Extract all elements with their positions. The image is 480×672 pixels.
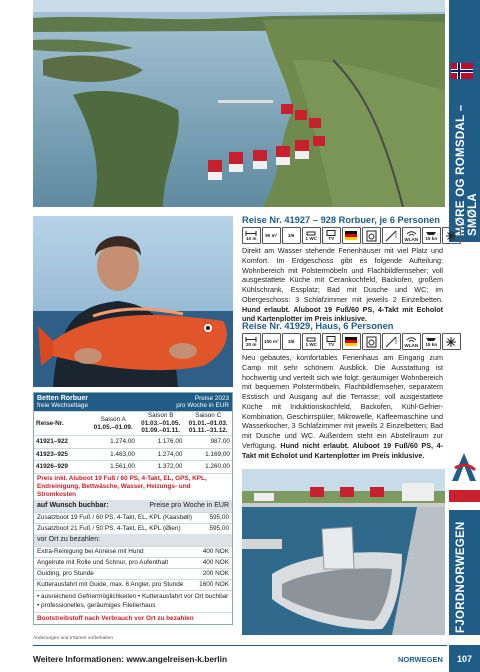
fishing-icon	[382, 333, 401, 350]
table-year: Preise 2023	[194, 395, 229, 402]
page-number: 107	[449, 645, 480, 672]
onsite-item: Kutterausfahrt mit Guide, max. 6 Angler, pro Stunde 1600 NOK	[34, 579, 232, 590]
distance-icon: 20 m	[242, 333, 261, 350]
brand-stripe	[449, 490, 480, 502]
wifi-icon: WLAN	[402, 333, 421, 350]
included-note: Preis inkl. Aluboot 19 Fuß / 60 PS, 4-Takt, EL, GPS, KPL, Endreinigung, Bettwäsche, Wasser, Heizungs- und Stromkosten	[34, 473, 232, 501]
area-icon: 100 m²	[262, 333, 281, 350]
col-saison-b: Saison B 01.03.–01.05. 01.09.–01.11.	[141, 412, 181, 435]
area-icon: 90 m²	[262, 227, 281, 244]
bookable-item: Zusatzboot 19 Fuß / 60 PS, 4-Takt, EL, KPL (Kaasbøll) 595,00	[34, 512, 232, 523]
brand-logo-icon	[451, 452, 477, 482]
listing-2-heading: Reise Nr. 41929, Haus, 6 Personen	[242, 321, 394, 331]
table-column-headers	[34, 411, 232, 435]
listing-1-heading: Reise Nr. 41927 – 928 Rorbuer, je 6 Personen	[242, 215, 440, 225]
boat-icon: 15 kn	[422, 227, 441, 244]
region-label: MØRE OG ROMSDAL – SMØLA	[455, 104, 479, 236]
listing-2-description: Neu gebautes, komfortables Ferienhaus am Eingang zum Camp mit sehr schönem Ausblick. Die Ausstattung ist hochwertig und verteilt sich wie folgt: geräumiger Wohnbereich mit bequemen Polstermöbeln, Flachbildfernseher, separatem Esstisch und Ausgang auf die Terrasse; voll ausgestattete Küche mit Induktionskochfeld, Backofen, Kühl-Gefrier-Kombination, Geschirrspüler, Mikrowelle, Kaffeemaschine und Wasserkocher, 3 Schlafzimmer mit jeweils 2 Einzelbetten; Bad mit Dusche und WC. Außerdem steht ein Abstellraum zur Verfügung. Hund nicht erlaubt. Aluboot 19 Fuß/60 PS, 4-Takt mit Echolot und Kartenplotter im Preis inklusive.	[242, 353, 443, 460]
onsite-item: Angelrute mit Rolle und Schnur, pro Aufenthalt 400 NOK	[34, 557, 232, 568]
listing-1-description: Direkt am Wasser stehende Ferienhäuser mit viel Platz und Komfort. Im Erdgeschoss gibt es folgende Aufteilung: Wohnbereich mit Polstermöbeln und Flachbildfernseher; voll ausgestattete Küche mit Cerankochfeld, Backofen, großem Kühlschrank, Essplatz; Bad mit Dusche und WC; im Obergeschoss: 3 Schlafzimmer mit jeweils 2 Einzelbetten. Hund erlaubt. Aluboot 19 Fuß/60 PS, 4-Takt mit Echolot und Kartenplotter im Preis inklusive.	[242, 246, 443, 324]
onsite-item: Guiding, pro Stunde 200 NOK	[34, 568, 232, 579]
bookable-item: Zusatzboot 21 Fuß / 50 PS, 4-Takt, EL, KPL (Øien) 595,00	[34, 523, 232, 534]
aerial-photo	[33, 0, 445, 207]
listing-1-icons	[242, 227, 461, 244]
table-title: Betten Rorbuer	[37, 395, 88, 402]
subregion-label: FJORDNORWEGEN	[455, 521, 467, 633]
footer-info: Weitere Informationen: www.angelreisen-k.berlin	[33, 654, 228, 664]
col-reise-nr: Reise-Nr.	[36, 420, 64, 427]
flag-de-icon	[342, 333, 361, 350]
table-unit: pro Woche in EUR	[176, 402, 229, 409]
boat-icon: 15 kn	[422, 333, 441, 350]
bookable-section-header: auf Wunsch buchbar: Preise pro Woche in EUR	[34, 500, 232, 512]
flag-de-icon	[342, 227, 361, 244]
boat-photo	[242, 469, 445, 635]
table-row: 41926–929 1.561,00 1.372,00 1.260,00	[34, 460, 232, 473]
rooms-icon: 3/6	[282, 227, 301, 244]
bath-icon: 1 WC	[302, 333, 321, 350]
freezer-icon	[442, 333, 461, 350]
wifi-icon: WLAN	[402, 227, 421, 244]
washer-icon	[362, 227, 381, 244]
rooms-icon: 3/6	[282, 333, 301, 350]
freezer-icon	[442, 227, 461, 244]
col-saison-c: Saison C 01.01.–01.03. 01.11.–31.12.	[188, 412, 228, 435]
footnote: Änderungen und Irrtümer vorbehalten.	[33, 636, 115, 641]
footer-divider	[33, 645, 447, 646]
price-table	[33, 392, 233, 625]
table-row: 41923–925 1.463,00 1.274,00 1.169,00	[34, 448, 232, 461]
table-header	[34, 393, 232, 411]
footer-region: NORWEGEN	[398, 655, 443, 664]
fishing-icon	[382, 227, 401, 244]
washer-icon	[362, 333, 381, 350]
table-row: 41921–922 1.274,00 1.176,00 987,00	[34, 435, 232, 448]
tv-icon: TV	[322, 333, 341, 350]
angler-photo	[33, 216, 233, 387]
table-subtitle: freie Wechseltage	[37, 402, 89, 409]
col-saison-a: Saison A 01.05.–01.09.	[93, 416, 133, 431]
onsite-item: Extra-Reinigung bei Anreise mit Hund 400 NOK	[34, 546, 232, 557]
listing-2-icons	[242, 333, 461, 350]
tv-icon: TV	[322, 227, 341, 244]
features-bullets: • ausreichend Gefriermöglichkeiten • Kutterausfahrt vor Ort buchbar • professionelles, geräumiges Filetierhaus	[34, 590, 232, 612]
fuel-note: Bootstreibstoff nach Verbrauch vor Ort zu bezahlen	[34, 612, 232, 624]
distance-icon: 10 m	[242, 227, 261, 244]
bath-icon: 1 WC	[302, 227, 321, 244]
onsite-section-header: vor Ort zu bezahlen:	[34, 534, 232, 546]
